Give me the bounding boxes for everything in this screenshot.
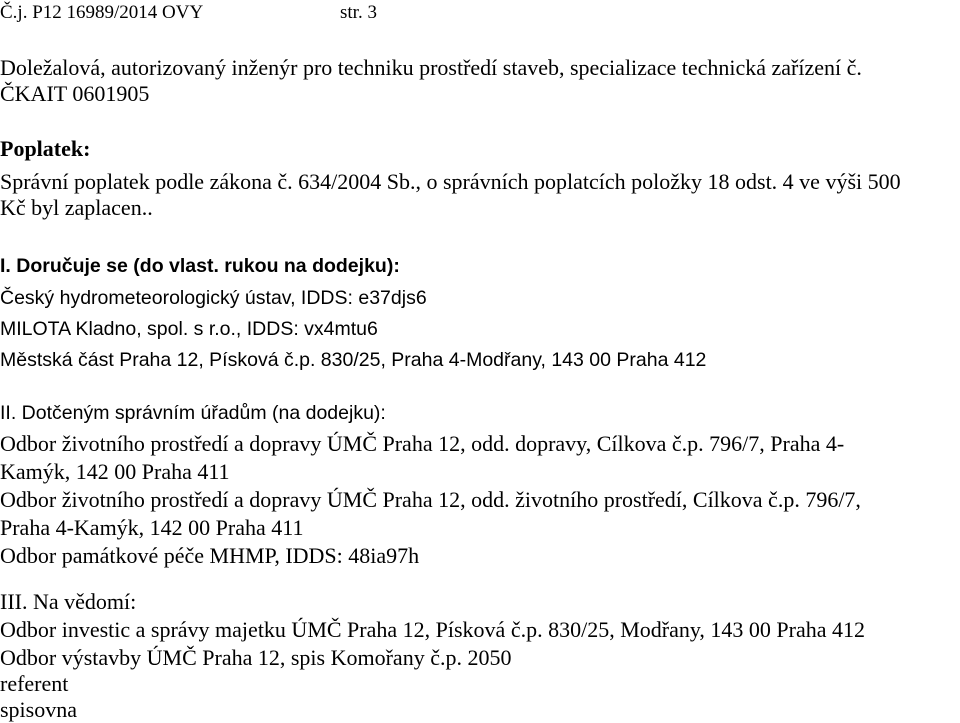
fee-line-2: Kč byl zaplacen..	[0, 195, 153, 220]
section3-line: spisovna	[0, 697, 77, 722]
section2-line: Odbor životního prostředí a dopravy ÚMČ Praha 12, odd. dopravy, Cílkova č.p. 796/7, Praha 4-	[0, 431, 845, 456]
section1-line: MILOTA Kladno, spol. s r.o., IDDS: vx4mtu6	[0, 318, 378, 340]
section2-line: Odbor životního prostředí a dopravy ÚMČ Praha 12, odd. životního prostředí, Cílkova č.p. 796/7,	[0, 487, 861, 512]
intro-line-2: ČKAIT 0601905	[0, 81, 150, 106]
section2-line: Odbor památkové péče MHMP, IDDS: 48ia97h	[0, 543, 420, 568]
fee-heading: Poplatek:	[0, 136, 91, 161]
section1-line: Městská část Praha 12, Písková č.p. 830/25, Praha 4-Modřany, 143 00 Praha 412	[0, 349, 707, 371]
section2-heading: II. Dotčeným správním úřadům (na dodejku):	[0, 402, 386, 424]
section2-line: Kamýk, 142 00 Praha 411	[0, 459, 230, 484]
section1-heading: I. Doručuje se (do vlast. rukou na dodejku):	[0, 255, 400, 277]
section3-line: Odbor výstavby ÚMČ Praha 12, spis Komořany č.p. 2050	[0, 645, 512, 670]
section3-heading: III. Na vědomí:	[0, 589, 137, 614]
page-number: str. 3	[340, 2, 377, 23]
section1-line: Český hydrometeorologický ústav, IDDS: e37djs6	[0, 287, 427, 309]
intro-line-1: Doležalová, autorizovaný inženýr pro techniku prostředí staveb, specializace technická zařízení č.	[0, 55, 862, 80]
section3-line: referent	[0, 671, 69, 696]
section2-line: Praha 4-Kamýk, 142 00 Praha 411	[0, 515, 304, 540]
section3-line: Odbor investic a správy majetku ÚMČ Praha 12, Písková č.p. 830/25, Modřany, 143 00 Praha 412	[0, 617, 866, 642]
fee-line-1: Správní poplatek podle zákona č. 634/2004 Sb., o správních poplatcích položky 18 odst. 4 ve výši 500	[0, 169, 901, 194]
reference-number: Č.j. P12 16989/2014 OVY	[0, 2, 204, 23]
